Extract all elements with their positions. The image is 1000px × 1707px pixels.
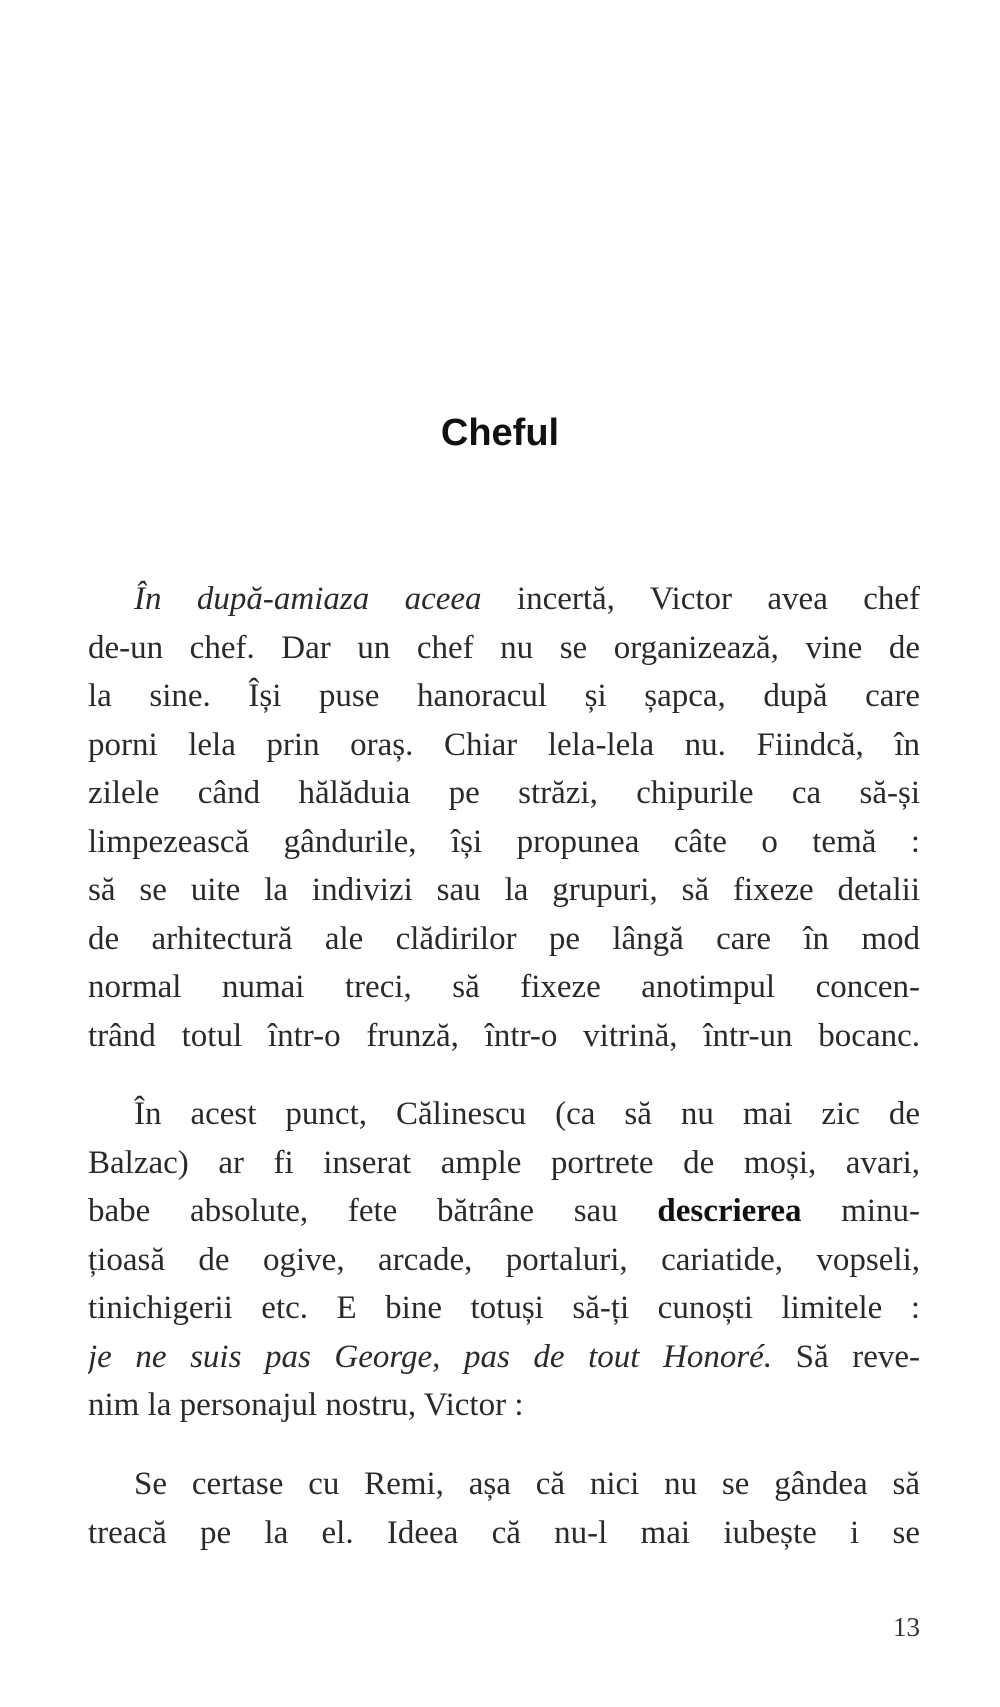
italic-quote: je ne suis pas George, pas de tout Honoré. — [88, 1338, 773, 1375]
text-line: trând totul într-o frunză, într-o vitrină, într-un bocanc. — [88, 1017, 920, 1054]
text-line: În după-amiaza aceea incertă, Victor avea chef — [134, 581, 920, 617]
text-line: de-un chef. Dar un chef nu se organizează, vine de — [88, 629, 920, 666]
text-line: tinichigerii etc. E bine totuși să-ți cunoști limitele : — [88, 1290, 920, 1326]
italic-phrase: În după-amiaza aceea — [134, 581, 482, 617]
text-line: babe absolute, fete bătrâne sau descrierea minu- — [88, 1193, 920, 1229]
text-line: normal numai treci, să fixeze anotimpul concen- — [88, 969, 920, 1005]
text-line: porni lela prin oraș. Chiar lela-lela nu. Fiindcă, în — [88, 726, 920, 763]
text-line: de arhitectură ale clădirilor pe lângă care în mod — [88, 920, 920, 957]
text-line: je ne suis pas George, pas de tout Honoré. Să reve- — [88, 1338, 920, 1375]
chapter-title: Cheful — [440, 412, 560, 454]
text-line: să se uite la indivizi sau la grupuri, să fixeze detalii — [88, 872, 920, 908]
text-line: nim la personajul nostru, Victor : — [88, 1387, 524, 1423]
text-line: Se certase cu Remi, așa că nici nu se gândea să — [134, 1466, 920, 1502]
text-line: la sine. Își puse hanoracul și șapca, după care — [88, 678, 920, 714]
paragraph-1 — [88, 575, 920, 1060]
text-line: zilele când hălăduia pe străzi, chipurile ca să-și — [88, 775, 920, 811]
text-line: limpezească gândurile, își propunea câte o temă : — [88, 823, 920, 860]
bold-word: descrierea — [657, 1193, 802, 1229]
paragraph-3 — [88, 1460, 920, 1557]
text-line: Balzac) ar fi inserat ample portrete de moși, avari, — [88, 1144, 920, 1181]
paragraph-2 — [88, 1090, 920, 1430]
text-line: treacă pe la el. Ideea că nu-l mai iubește i se — [88, 1514, 920, 1551]
text-line: țioasă de ogive, arcade, portaluri, cariatide, vopseli, — [88, 1241, 920, 1278]
page-number: 13 — [893, 1612, 920, 1642]
text-line: În acest punct, Călinescu (ca să nu mai zic de — [134, 1096, 920, 1132]
